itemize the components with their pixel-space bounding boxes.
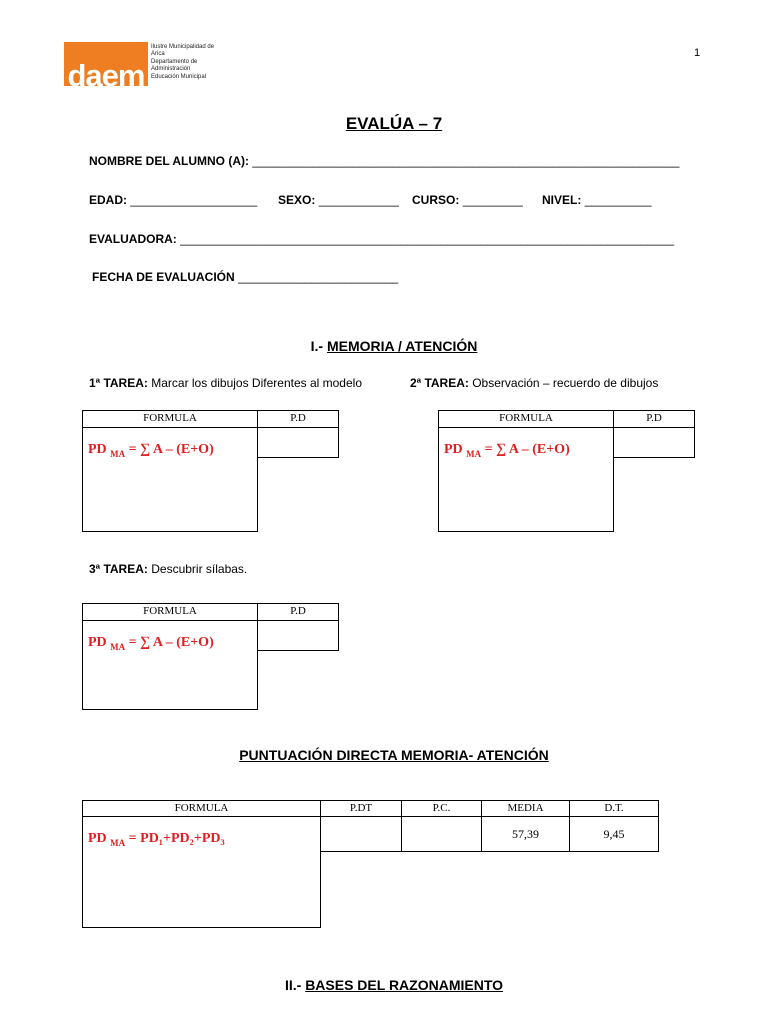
pd-score-cell[interactable] [257, 427, 339, 458]
formula-text: PD $_{MA}$ = ∑ A – (E+O) [88, 635, 214, 652]
summary-header-dt: D.T. [569, 800, 659, 817]
field-blank: ________________________ [238, 270, 399, 284]
summary-pdt-cell[interactable] [320, 816, 402, 852]
section-prefix: I.- [310, 338, 327, 354]
pd-header: P.D [613, 410, 695, 428]
pd-score-cell[interactable] [613, 427, 695, 458]
logo-wordmark: daem [67, 58, 145, 86]
task-3 [89, 562, 247, 576]
task-text: Observación – recuerdo de dibujos [468, 376, 659, 390]
field-label: NOMBRE DEL ALUMNO (A): [89, 154, 249, 168]
field-label: NIVEL: [542, 193, 582, 207]
task-text: Descubrir sílabas. [147, 562, 248, 576]
logo-caption-line: Administración [151, 66, 191, 73]
summary-heading: PUNTUACIÓN DIRECTA MEMORIA- ATENCIÓN [239, 747, 549, 763]
field-evaluadora [89, 232, 674, 246]
pd-header: P.D [257, 410, 339, 428]
field-fecha [92, 270, 398, 284]
formula-cell [82, 620, 258, 710]
summary-media-value: 57,39 [481, 816, 570, 852]
task-label: 1ª TAREA: [89, 376, 148, 390]
task-text: Marcar los dibujos Diferentes al modelo [147, 376, 362, 390]
page-title: EVALÚA – 7 [345, 114, 443, 133]
formula-header: FORMULA [438, 410, 614, 428]
field-blank: _________ [462, 193, 523, 207]
field-sexo [278, 193, 399, 207]
field-nivel [542, 193, 651, 207]
summary-formula-text: PD $_{MA}$ = PD₁+PD₂+PD₃ [88, 831, 225, 848]
field-label: FECHA DE EVALUACIÓN [92, 270, 235, 284]
field-edad [89, 193, 257, 207]
field-label: EDAD: [89, 193, 127, 207]
task-label: 3ª TAREA: [89, 562, 148, 576]
task-1 [89, 376, 362, 390]
field-label: CURSO: [412, 193, 460, 207]
pd-header: P.D [257, 603, 339, 621]
section-heading-bases-razonamiento [0, 977, 768, 993]
summary-pc-cell[interactable] [401, 816, 482, 852]
formula-text: PD $_{MA}$ = ∑ A – (E+O) [444, 442, 570, 459]
daem-logo [64, 42, 148, 86]
field-nombre [89, 154, 679, 168]
section-title: BASES DEL RAZONAMIENTO [305, 977, 504, 993]
section-prefix: II.- [284, 977, 306, 993]
logo-caption-line: Ilustre Municipalidad de [151, 44, 215, 50]
field-label: SEXO: [278, 193, 316, 207]
task-label: 2ª TAREA: [410, 376, 469, 390]
formula-header: FORMULA [82, 410, 258, 428]
formula-cell [82, 427, 258, 532]
task-2 [410, 376, 658, 390]
summary-header-media: MEDIA [481, 800, 570, 817]
field-curso [412, 193, 523, 207]
section-heading-memoria-atencion [0, 338, 768, 354]
formula-cell [438, 427, 614, 532]
logo-caption [151, 44, 231, 81]
summary-dt-value: 9,45 [569, 816, 659, 852]
field-blank: ____________ [318, 193, 399, 207]
logo-caption-line: Educación Municipal [151, 73, 207, 80]
field-blank: __________ [584, 193, 652, 207]
section-title: MEMORIA / ATENCIÓN [326, 338, 478, 354]
formula-header: FORMULA [82, 603, 258, 621]
field-blank: __________________________________________________________________________ [180, 232, 674, 246]
logo-caption-line: Departamento de [151, 58, 198, 65]
pd-score-cell[interactable] [257, 620, 339, 651]
field-blank: ___________________ [130, 193, 258, 207]
summary-header-pc: P.C. [401, 800, 482, 817]
field-label: EVALUADORA: [89, 232, 177, 246]
page-number: 1 [694, 47, 701, 59]
summary-header-pdt: P.DT [320, 800, 402, 817]
summary-header-formula: FORMULA [82, 800, 321, 817]
summary-formula-cell [82, 816, 321, 928]
field-blank: ________________________________________________________________ [252, 154, 680, 168]
formula-text: PD $_{MA}$ = ∑ A – (E+O) [88, 442, 214, 459]
logo-caption-line: Arica [151, 51, 165, 58]
